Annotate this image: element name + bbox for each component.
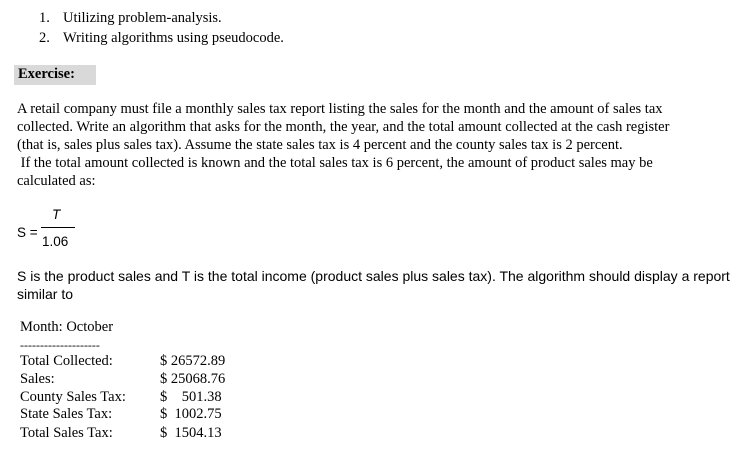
report-separator: --------------------	[20, 338, 100, 352]
objective-item-1	[39, 10, 222, 27]
report-row-label: Total Collected:	[20, 353, 113, 369]
report-row-value: $ 26572.89	[160, 353, 226, 369]
paragraph-line: calculated as:	[17, 173, 96, 189]
report-row-label: Total Sales Tax:	[20, 425, 113, 441]
exercise-heading: Exercise:	[14, 65, 96, 85]
report-row-value: $ 1002.75	[160, 406, 222, 422]
explanation-line: similar to	[17, 286, 74, 302]
paragraph-line: A retail company must file a monthly sales tax report listing the sales for the month and the amount of sales tax	[17, 101, 663, 117]
report-row-label: Sales:	[20, 371, 55, 387]
objective-text: Writing algorithms using pseudocode.	[63, 30, 284, 46]
report-row-value: $ 1504.13	[160, 425, 222, 441]
objective-number: 1.	[39, 10, 50, 26]
report-month: Month: October	[20, 319, 114, 335]
formula-lhs: S =	[17, 225, 38, 240]
explanation-line: S is the product sales and T is the total income (product sales plus sales tax). The algorithm should display a report	[17, 268, 730, 284]
objective-number: 2.	[39, 30, 50, 46]
formula-numerator: T	[52, 207, 61, 222]
report-row-value: $ 501.38	[160, 389, 222, 405]
fraction-bar	[41, 227, 75, 228]
objective-text: Utilizing problem-analysis.	[63, 10, 222, 26]
report-row-value: $ 25068.76	[160, 371, 226, 387]
paragraph-line: (that is, sales plus sales tax). Assume the state sales tax is 4 percent and the county sales tax is 2 percent.	[17, 137, 623, 153]
paragraph-line: collected. Write an algorithm that asks for the month, the year, and the total amount collected at the cash register	[17, 119, 670, 135]
paragraph-line: If the total amount collected is known and the total sales tax is 6 percent, the amount of product sales may be	[17, 155, 653, 171]
report-row-label: State Sales Tax:	[20, 406, 113, 422]
report-row-label: County Sales Tax:	[20, 389, 126, 405]
formula-denominator: 1.06	[42, 234, 69, 249]
objective-item-2	[39, 30, 284, 47]
